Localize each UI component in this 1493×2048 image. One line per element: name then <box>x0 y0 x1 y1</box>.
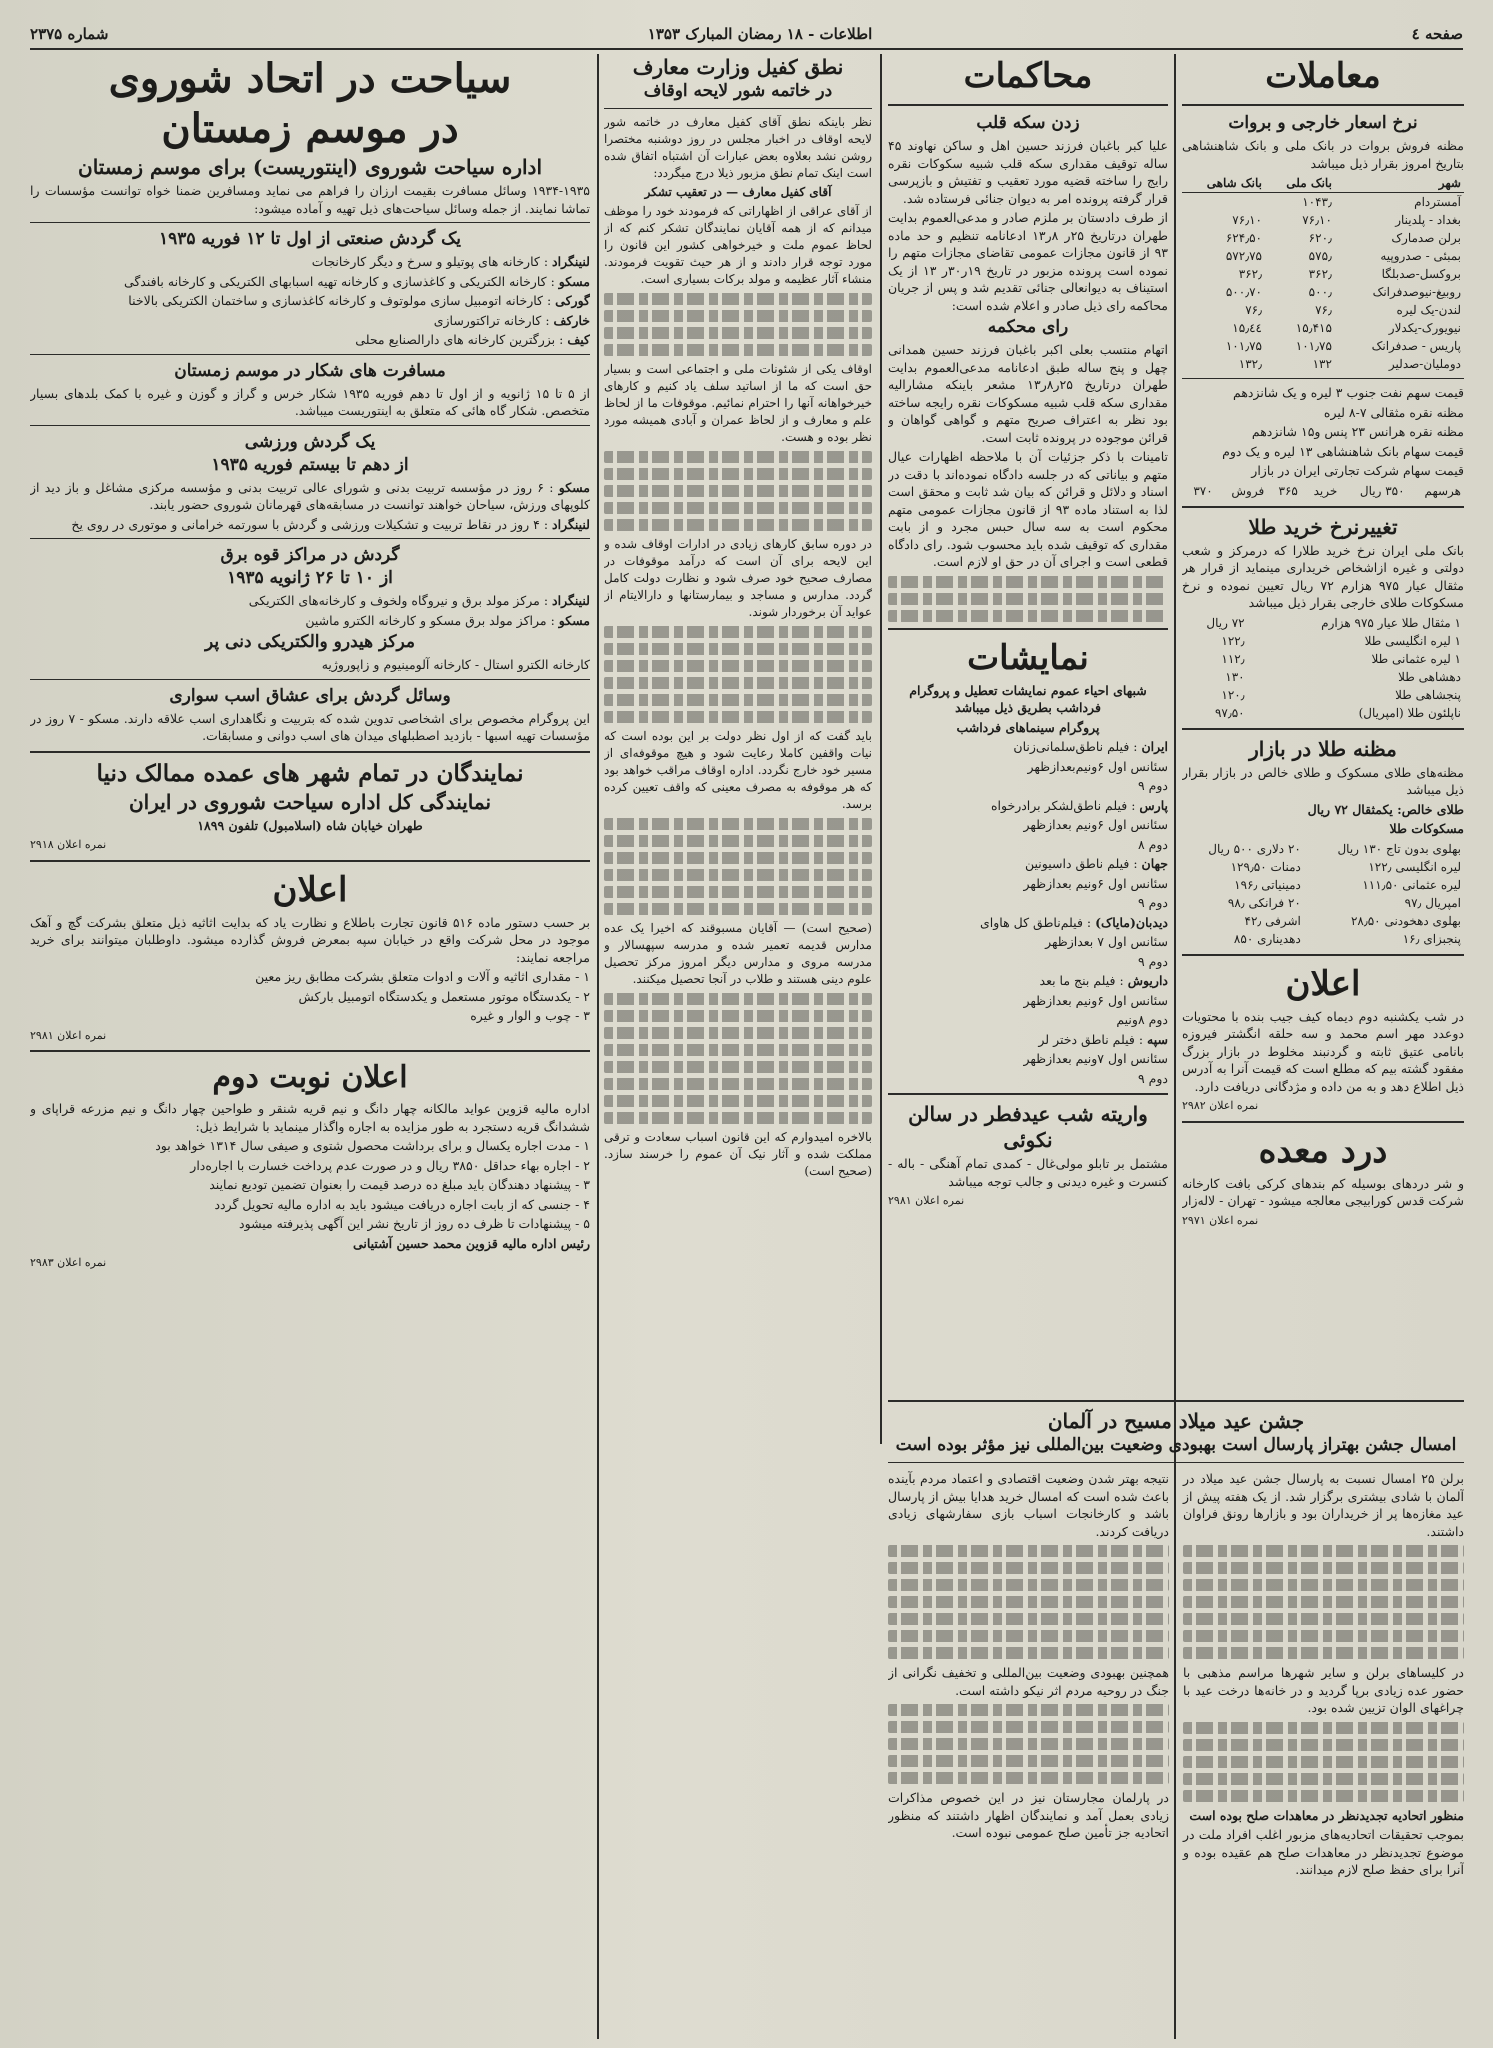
cinema-entry <box>888 797 1168 854</box>
market-cell: لیره عثمانی ۱۱۱٫۵۰ <box>1362 877 1461 892</box>
fx-row <box>1182 265 1464 283</box>
fx-intro: مظنه فروش بروات در بانک ملی و بانک شاهنشاهی بتاریخ امروز بقرار ذیل میباشد <box>1182 138 1464 171</box>
cinema-line: سپه : فیلم ناطق دختر لر <box>1038 1031 1168 1047</box>
fx-cell: ۱۵٫٤٤ <box>1232 321 1262 335</box>
trip-text: این پروگرام مخصوص برای اشخاصی تدوین شده که بتربیت و نگاهداری اسب علاقه دارند. مسکو - ۷ روز در مؤسسات تهیه اسبها - بازدید اصطبلهای میدان های اسب دوانی و مسابقات. <box>30 710 590 743</box>
cinema-show: سئانس اول ۷ بعدازظهر <box>1045 934 1168 949</box>
auction-item: ۳ - پیشنهاد دهندگان باید مبلغ ده درصد قیمت را بعنوان تضمین تودیع نمایند <box>209 1177 590 1192</box>
trip-desc: کارخانه های پوتیلو و سرخ و دیگر کارخانجات <box>311 254 540 269</box>
trip-desc: مراکز مولد برق مسکو و کارخانه الکترو ماشین <box>305 612 547 628</box>
fx-row <box>1182 283 1464 301</box>
fx-row <box>1182 301 1464 319</box>
cinema-entry <box>888 855 1168 912</box>
gold-cell: ۱۳۰ <box>1225 669 1245 684</box>
trip-title: وسائل گردش برای عشاق اسب سواری <box>169 685 451 706</box>
fx-row <box>1182 355 1464 373</box>
cinema-entry <box>888 738 1168 795</box>
market-intro: مظنه‌های طلای مسکوک و طلای خالص در بازار بقرار ذیل میباشد <box>1182 764 1464 797</box>
market-row <box>1182 894 1464 912</box>
cinema-entry <box>888 972 1168 1029</box>
market-cell: پنجبزای ۱۶٫ <box>1402 931 1461 946</box>
cinema-film: فیلم بنج ما بعد <box>1039 973 1116 988</box>
article-paragraph: همچنین بهبودی وضعیت بین‌المللی و تخفیف نگرانی از جنگ در روحیه مردم اثر نیکو داشته است. <box>888 1665 1169 1698</box>
gold-cell: ۱۲۰٫ <box>1221 687 1245 702</box>
fx-cell: ۵۷۵٫ <box>1308 249 1332 263</box>
gold-row <box>1182 650 1464 668</box>
trip-text: از ۵ تا ۱۵ ژانویه و از اول تا دهم فوریه ۱۹۳۵ شکار خرس و گراز و گوزن و غیره با کمک بلدهای بسیار متخصص. شکار گاه هائی که متعلق به اینتوریست میباشد. <box>30 385 590 418</box>
cinema-name: جهان <box>1141 856 1168 871</box>
market-cell: بهلوی دهخودنی ۲۸٫۵۰ <box>1350 913 1461 928</box>
shares-cell: خرید <box>1313 483 1338 498</box>
cinema-show: سئانس اول ۶ونیم بعدازظهر <box>1023 875 1168 891</box>
section-title: محاکمات <box>963 56 1093 96</box>
market-row <box>1182 930 1464 948</box>
auction-number: نمره اعلان ۲۹۸۳ <box>30 1256 107 1269</box>
elan-item: ۳ - چوب و الوار و غیره <box>470 1008 590 1023</box>
trip-text: کارخانه الکترو استال - کارخانه آلومینیوم و زاپوروژیه <box>321 657 590 672</box>
market-cell: امپریال ۹۷٫ <box>1404 895 1461 910</box>
fx-row <box>1182 193 1464 212</box>
cinema-line: ایران : فیلم ناطق‌سلمانی‌زنان <box>1013 739 1168 754</box>
trip-item: کیف : بزرگترین کارخانه های دارالصنایع محلی <box>355 332 590 347</box>
elan-number: نمره اعلان ۲۹۸۲ <box>1182 1099 1259 1112</box>
cinema-show: سئانس اول ۷ونیم بعدازظهر <box>1023 1051 1168 1066</box>
speech-paragraph: اوقاف یکی از شئونات ملی و اجتماعی است و بسیار حق است که ما از اساتید سلف یاد کنیم و کارهای خیرخواهانه آنها را احترام نمائیم. موقوفات ما از لحاظ علم و معارف و از لحاظ عمران و آبادی همیشه مورد نظر بوده و هست. <box>604 362 872 444</box>
market-cell: بهلوی بدون تاج ۱۳۰ ریال <box>1337 841 1461 856</box>
section-title: معاملات <box>1265 56 1381 96</box>
trip-desc: مرکز مولد برق و نیروگاه ولخوف و کارخانه‌های الکتریکی <box>248 593 540 608</box>
masthead <box>30 20 1463 50</box>
cinema-entry <box>888 1031 1168 1088</box>
speech-paragraph: بالاخره امیدوارم که این قانون اسباب سعادت و ترقی مملکت شده و آثار نیک آن عموم را خرسند سازد. (صحیح است) <box>604 1130 872 1178</box>
page-number: صفحه ٤ <box>1411 25 1463 43</box>
fx-cell: ۶۲۰٫ <box>1308 231 1332 245</box>
cinema-name: دیدبان(مایاک) <box>1095 914 1168 930</box>
market-table <box>1182 840 1464 948</box>
article-paragraph: نتیجه بهتر شدن وضعیت اقتصادی و اعتماد مردم بآینده باعث شده است که امسال خرید هدایا بیش از پارسال باشد و کارخانجات اسباب بازی سفارشهای زیادی دریافت کردند. <box>888 1471 1169 1539</box>
gold-title: تغییرنرخ خرید طلا <box>1248 514 1398 539</box>
column-speech <box>604 54 872 2039</box>
speech-paragraph: باید گفت که از اول نظر دولت بر این بوده است که نیات واقفین کاملا رعایت شود و هیچ موقوفه‌ای از مسیر خود خارج نگردد. اداره اوقاف مراقب خواهد بود که هر موقوفه به مصرف معینی که واقف تعیین کرده برسد. <box>604 729 872 811</box>
exhibit-subtitle2: پروگرام سینماهای فرداشب <box>956 719 1100 735</box>
general-rep-title: نمایندگی کل اداره سیاحت شوروی در ایران <box>128 789 492 814</box>
fx-row <box>1182 211 1464 229</box>
fx-cell <box>1182 193 1265 212</box>
gold-cell: ۱ لیره عثمانی طلا <box>1371 651 1461 666</box>
gold-table <box>1182 614 1464 722</box>
trip-item: مسکو : مراکز مولد برق مسکو و کارخانه الکترو ماشین <box>305 612 590 628</box>
gold-cell: ۱۱۲٫ <box>1221 651 1245 666</box>
fx-cell: دوملیان-صدلیر <box>1388 357 1461 371</box>
cinema-film: فیلم ناطق داسیونین <box>1025 856 1130 871</box>
cinema-line: پارس : فیلم ناطق‌لشکر برادرخواه <box>991 797 1168 813</box>
cinema-name: سپه <box>1147 1031 1168 1047</box>
elan-number: نمره اعلان ۲۹۸۱ <box>30 1028 107 1042</box>
gold-cell: دهشاهی طلا <box>1398 669 1461 684</box>
fx-table <box>1182 174 1464 373</box>
trip-city: لنینگراد <box>552 593 590 608</box>
fx-cell: پاریس - صدفرانک <box>1371 339 1461 353</box>
elan-title: اعلان <box>1285 963 1361 1004</box>
fx-cell: ۳۶۲٫ <box>1308 267 1332 281</box>
elan-text: بر حسب دستور ماده ۵۱۶ قانون تجارت باطلاع و نظارت یاد که بدایت اثاثیه ذیل متعلق بشرکت گچ و آهک موجود در محل شرکت واقع در خیابان سپه بمعرض فروش گذارده میشود. داوطلبان میتوانند برای خرید مراجعه نمایند: <box>30 914 590 965</box>
exhibit-title: نمایشات <box>967 637 1089 678</box>
speech-speaker: آقای کفیل معارف — در تعقیب تشکر <box>644 185 832 199</box>
headline-winter: در موسم زمستان <box>161 105 459 152</box>
gold-intro: بانک ملی ایران نرخ خرید طلارا که درمرکز و شعب دولتی و غیره ازاشخاص خریداری مینماید از قرار هر مثقال عیار ۹۷۵ هزارم ۷۲ ریال تعیین نموده و نرخ مسکوکات طلای خارجی بقرار ذیل میباشد <box>1182 542 1464 610</box>
trip-desc: کارخانه الکتریکی و کاغذسازی و کارخانه تهیه اسبابهای الکتریکی و کارخانه بافندگی <box>123 273 547 289</box>
market-row <box>1182 912 1464 930</box>
fx-cell: بروکسل-صدبلگا <box>1381 267 1461 281</box>
fx-cell: ۶۲۴٫۵۰ <box>1225 231 1262 245</box>
fx-note: مظنه نقره مثقالی ۷-۸ لیره <box>1323 404 1464 420</box>
article-paragraph: در پارلمان مجارستان نیز در این خصوص مذاکرات زیادی بعمل آمد و نمایندگان اظهار داشتند که منظور اتحادیه جز تأمین صلح عمومی نبوده است. <box>888 1790 1169 1840</box>
trip-subtitle: از ۱۰ تا ۲۶ ژانویه ۱۹۳۵ <box>227 568 393 588</box>
fx-cell: ۱۰۱٫۷۵ <box>1225 339 1262 353</box>
fx-cell: ۳۶۲٫ <box>1238 267 1262 281</box>
speech-paragraph: از آقای عراقی از اظهاراتی که فرمودند خود را موظف میدانم که از همه آقایان نمایندگان تشکر کنم که از لحاظ عموم ملت و خیرخواهی کشور این قانون را مورد توجه قرار دادند و از هر حیث تقویت فرمودند. منشاء آثار عظیمه و مولد برکات بسیاری است. <box>604 204 872 286</box>
travel-intro: ۱۹۳۴-۱۹۳۵ وسائل مسافرت بقیمت ارزان را فراهم می نماید ومسافرین ضمنا خواه توانست مؤسسات را تماشا نمایند. از جمله وسائل سیاحت‌های ذیل تهیه و آماده میشود: <box>30 183 590 216</box>
article-subhead: منظور اتحادیه تجدیدنظر در معاهدات صلح بوده است <box>1189 1807 1464 1823</box>
auction-item: ۴ - جنسی که از بابت اجاره دریافت میشود باید به اداره مالیه تحویل گردد <box>214 1196 590 1212</box>
dard-text: و شر دردهای بوسیله کم بندهای کرکی بافت کارخانه شرکت قدس کورابیجی معالجه میشود - تهران - لاله‌زار <box>1182 1175 1464 1208</box>
speech-paragraph: نظر باینکه نطق آقای کفیل معارف در خاتمه شور لایحه اوقاف در اخبار مجلس در روز دوشنبه مختصرا روشن نشد بعلاوه بعض عبارات آن اشتباه اتفاق شده است اینک تمام نطق مزبور ذیلا درج میگردد: <box>604 115 872 180</box>
rep-address: طهران خیابان شاه (اسلامبول) تلفون ۱۸۹۹ <box>197 817 423 833</box>
fx-cell: لندن-یک لیره <box>1396 303 1461 317</box>
column-travel <box>30 54 590 2039</box>
trip-city: خارکف <box>553 312 590 328</box>
speech-subtitle: در خاتمه شور لایحه اوقاف <box>643 81 833 101</box>
market-coins-title: مسکوکات طلا <box>1389 821 1464 836</box>
trip-city: لنینگراد <box>552 254 590 269</box>
article-column <box>1183 1468 1464 1881</box>
gold-cell: ۹۷٫۵۰ <box>1214 705 1245 720</box>
trip-title: مسافرت های شکار در موسم زمستان <box>174 360 446 381</box>
fx-cell: آمستردام <box>1414 195 1461 209</box>
market-cell: اشرفی ۴۲٫ <box>1244 913 1301 928</box>
trip-title: گردش در مراکز قوه برق <box>220 545 400 565</box>
cinema-show: سئانس اول ۶ونیم بعدازظهر <box>1023 992 1168 1008</box>
market-title: مظنه طلا در بازار <box>1249 736 1397 761</box>
trip-city: مسکو <box>558 479 590 495</box>
auction-text: اداره مالیه قزوین عواید مالکانه چهار دانگ و نیم قریه شنقر و طواحین چهار دانگ و نیم مزرعه قراپای و ششدانگ قریه دستجرد به طور مزایده به اجاره واگذار مینماید با شرایط ذیل: <box>30 1101 590 1134</box>
fx-title: نرخ اسعار خارجی و بروات <box>1228 113 1418 133</box>
fx-cell: بغداد - پلدینار <box>1395 213 1461 227</box>
speech-title: نطق کفیل وزارت معارف <box>632 55 844 79</box>
fx-note: مظنه نقره هرانس ۲۳ پنس و۱۵ شانزدهم <box>1251 424 1464 439</box>
trip-item: گورکی : کارخانه اتومبیل سازی مولوتوف و کارخانه کاغذسازی و ساختمان الکتریکی بالاخنا <box>128 293 590 308</box>
fx-row <box>1182 247 1464 265</box>
trip-city: گورکی <box>555 293 590 308</box>
market-cell: ۲۰ فرانکی ۹۸٫ <box>1227 895 1301 910</box>
column-trials <box>888 54 1168 1354</box>
trip-desc: بزرگترین کارخانه های دارالصنایع محلی <box>355 332 556 347</box>
trip-city: کیف <box>567 332 590 347</box>
column-rule <box>597 54 599 2039</box>
verdict-paragraph: اتهام منتسب بعلی اکبر باغبان فرزند حسین همدانی چهل و پنج ساله طبق ادعانامه مدعی‌العموم بدایت طهران درتاریخ ۲۵ر۸ر۱۳ مشعر باینکه مشارالیه مقداری سکه قلب شبیه مسکوکات نقره رایجه ساخته بود نظر به اعتراف صریح متهم و گواهی گواهان و قرائن موجوده در پرونده ثابت است. <box>888 342 1168 445</box>
gold-cell: ۷۲ ریال <box>1206 615 1245 630</box>
elan-item: ۲ - یکدستگاه موتور مستعمل و یکدستگاه اتومبیل بارکش <box>298 988 590 1004</box>
case-title: زدن سکه قلب <box>976 113 1080 133</box>
fx-cell: ۷۶٫۱۰ <box>1232 213 1262 227</box>
elan-text: در شب یکشنبه دوم دیماه کیف جیب بنده با محتویات دوعدد مهر اسم محمد و سه حلقه انگشتر فیروزه بانامی عتیق ثابته و گردنبند مخلوط در بازار بزرگ مفقود گشته بیم که مطلع است که قیمت آنرا به آدرس ذیل اطلاع دهد و به من داده و مژدگانی دریافت دارد. <box>1182 1008 1464 1094</box>
cinema-show: دوم ۹ <box>1137 778 1168 793</box>
elan-item: ۱ - مقداری اثاثیه و آلات و ادوات متعلق بشرکت مطابق ریز معین <box>255 969 590 984</box>
dard-title: درد معده <box>1258 1130 1388 1171</box>
verdict-paragraph: تامینات با ذکر جزئیات آن با ملاحظه اظهارات عیال متهم و بیاناتی که در جلسه دادگاه نموده‌اند با دقت در اسناد و دلائل و قرائن که بیان شد ثابت و محقق است لذا به استناد ماده ۹۳ از قانون مجازات عمومی متهم محکوم است به سه سال حبس مجرد و از بابت مقداری که توقیف شده باید محسوب شود. رای دادگاه قطعی است و اجرای آن در حق او لازم است. <box>888 449 1168 569</box>
speech-paragraph: (صحیح است) — آقایان مسبوقند که اخیرا یک عده مدارس قدیمه تعمیر شده و مدرسه سپهسالار و مدرسه مروی و مدارس دیگر امروز مرکز تحصیل علوم دینی هستند و طلاب در آنجا تحصیل میکنند. <box>604 921 872 986</box>
article-column <box>888 1468 1169 1881</box>
reps-title: نمایندگان در تمام شهر های عمده ممالک دنیا <box>96 759 524 787</box>
cinema-line: دیدبان(مایاک) : فیلم‌ناطق کل هاوای <box>980 914 1168 930</box>
trip-item: مسکو : کارخانه الکتریکی و کاغذسازی و کارخانه تهیه اسبابهای الکتریکی و کارخانه بافندگی <box>123 273 590 289</box>
fx-header: شهر <box>1335 174 1464 193</box>
trip-item: لنینگراد : ۴ روز در نقاط تربیت و تشکیلات ورزشی و گردش با سورتمه خرامانی و موتوری در روی یخ <box>71 516 590 532</box>
cinema-show: سئانس اول ۶ونیم بعدازظهر <box>1023 817 1168 832</box>
verdict-title: رای محکمه <box>987 317 1069 337</box>
fx-cell: ۷۶٫ <box>1315 303 1332 317</box>
dard-number: نمره اعلان ۲۹۷۱ <box>1182 1213 1259 1227</box>
gold-row <box>1182 614 1464 632</box>
fx-header: بانک ملی <box>1265 174 1335 193</box>
cinema-list <box>888 738 1168 1087</box>
fx-cell: ۷۶٫۱۰ <box>1302 213 1332 227</box>
cinema-name: ایران <box>1141 739 1168 754</box>
trip-item: لنینگراد : مرکز مولد برق و نیروگاه ولخوف و کارخانه‌های الکتریکی <box>248 593 590 608</box>
auction-item: ۵ - پیشنهادات تا ظرف ده روز از تاریخ نشر این آگهی پذیرفته میشود <box>239 1216 590 1231</box>
gold-cell: ۱ لیره انگلیسی طلا <box>1364 633 1461 648</box>
trip-title: یک گردش صنعتی از اول تا ۱۲ فوریه ۱۹۳۵ <box>158 229 462 249</box>
shares-cell: فروش <box>1231 483 1265 498</box>
trip-city: لنینگراد <box>552 516 590 532</box>
market-cell: دمنات ۱۲۹٫۵۰ <box>1230 859 1301 874</box>
gold-row <box>1182 704 1464 722</box>
headline-travel: سیاحت در اتحاد شوروی <box>108 55 512 102</box>
market-cell: ۲۰ دلاری ۵۰۰ ریال <box>1208 841 1301 856</box>
auction-item: ۲ - اجاره بهاء حداقل ۳۸۵۰ ریال و در صورت عدم پرداخت خسارت با اجاره‌دار <box>190 1157 590 1173</box>
trip-title: یک گردش ورزشی <box>244 431 376 452</box>
gold-cell: ۱۲۲٫ <box>1221 633 1245 648</box>
fx-cell: برلن صدمارک <box>1391 231 1461 245</box>
fx-note: قیمت سهم نفت جنوب ۳ لیره و یک شانزدهم <box>1233 385 1464 400</box>
cinema-line: داریوش : فیلم بنج ما بعد <box>1039 973 1168 988</box>
fx-cell: ۱۵٫۴۱۵ <box>1295 321 1332 335</box>
fx-cell: ۵۰۰٫ <box>1308 285 1332 299</box>
market-cell: دهدیناری ۸۵۰ <box>1233 931 1301 946</box>
trip-item: مسکو : ۶ روز در مؤسسه تربیت بدنی و شورای عالی تربیت بدنی و مؤسسه مرکزی مشاغل و باز دید از کلوپهای ورزش، سیاحان خواهند توانست در مسابقه‌های قهرمانان شوروی حضور یابند. <box>30 479 590 512</box>
cinema-name: داریوش <box>1127 973 1168 988</box>
column-transactions <box>1182 54 1464 1364</box>
case-paragraph: از طرف دادستان بر ملزم صادر و مدعی‌العموم بدایت طهران درتاریخ ۲۵ر ۸ر۱۳ ادعانامه تنظیم و حد ماده ۹۳ از قانون مجازات عمومی تقاضای مجازات متهم را نموده است پرونده مزبور در تاریخ ۱۹ر۳۰ر ۱۳ از یک استیناف به دیوانعالی جنائی تقدیم شد و پس از جریان محاکمه رای ذیل صادر و اعلام شده است: <box>888 210 1168 313</box>
elan-title: اعلان <box>272 869 348 910</box>
market-cell: دمینیاتی ۱۹۶٫ <box>1234 877 1301 892</box>
cinema-name: پارس <box>1139 797 1168 813</box>
fx-cell: ۱۰۴۳٫ <box>1302 195 1332 209</box>
fx-note: قیمت سهام شرکت تجارتی ایران در بازار <box>1251 463 1464 478</box>
article-paragraph: بموجب تحقیقات اتحادیه‌های مزبور اغلب افراد ملت در موضوع تجدیدنظر در معاهدات صلح هم عقیده بوده و آنرا برای حفظ صلح لازم میدانند. <box>1183 1827 1464 1877</box>
cinema-show: دوم ۹ <box>1137 895 1168 910</box>
gold-cell: ناپلئون طلا (امپریال) <box>1358 705 1461 720</box>
exhibit-subtitle: شبهای احیاء عموم نمایشات تعطیل و پروگرام فرداشب بطریق ذیل میباشد <box>909 682 1147 715</box>
cinema-line: جهان : فیلم ناطق داسیونین <box>1025 856 1168 871</box>
gold-cell: پنجشاهی طلا <box>1395 687 1461 702</box>
shares-table <box>1182 482 1464 500</box>
market-pure: طلای خالص: یکمثقال ۷۲ ریال <box>1307 801 1464 817</box>
variety-title: واریته شب عیدفطر در سالن نکوئی <box>908 1102 1148 1152</box>
article-headline: جشن عید میلاد مسیح در آلمان <box>1047 1409 1305 1433</box>
trip-desc: ۶ روز در مؤسسه تربیت بدنی و شورای عالی تربیت بدنی و مؤسسه مرکزی مشاغل و باز دید از کلوپهای ورزش، سیاحان خواهند توانست در مسابقه‌های قهرمانان شوروی حضور یابند. <box>30 479 590 512</box>
trip-title: مرکز هیدرو والکتریکی دنی پر <box>205 632 415 652</box>
variety-text: مشتمل بر تابلو مولی‌غال - کمدی تمام آهنگی - باله - کنسرت و غیره دیدنی و جالب توجه میباشد <box>888 1156 1168 1189</box>
cinema-film: فیلم ناطق‌لشکر برادرخواه <box>991 797 1128 813</box>
article-christmas <box>888 1400 1464 2040</box>
issue-number: شماره ۲۳۷۵ <box>30 25 109 43</box>
trip-desc: کارخانه تراکتورسازی <box>433 312 542 328</box>
fx-cell: بمبئی - صدروپیه <box>1380 249 1461 263</box>
market-row <box>1182 840 1464 858</box>
article-paragraph: در کلیساهای برلن و سایر شهرها مراسم مذهبی با حضور عده زیادی برپا گردید و در خانه‌ها درخت عید با چراغهای الوان تزیین شده بود. <box>1183 1665 1464 1715</box>
trip-subtitle: از دهم تا بیستم فوریه ۱۹۳۵ <box>211 454 409 475</box>
fx-row <box>1182 337 1464 355</box>
cinema-show: دوم ۹ <box>1137 1070 1168 1086</box>
cinema-show: دوم ۸ونیم <box>1116 1012 1168 1027</box>
fx-header: بانک شاهی <box>1182 174 1265 193</box>
fx-row <box>1182 319 1464 337</box>
cinema-show: سئانس اول ۶ونیم‌بعدازظهر <box>1027 758 1168 774</box>
trip-desc: ۴ روز در نقاط تربیت و تشکیلات ورزشی و گردش با سورتمه خرامانی و موتوری در روی یخ <box>71 516 540 532</box>
masthead-date: اطلاعات - ۱۸ رمضان المبارک ۱۳۵۳ <box>647 25 873 43</box>
fx-cell: ۱۳۲ <box>1312 357 1332 371</box>
fx-cell: ۵۷۲٫۷۵ <box>1225 249 1262 263</box>
fx-cell: روبیغ-نیوصدفرانک <box>1372 285 1461 299</box>
shares-cell: ۳۶۵ <box>1278 483 1298 498</box>
market-cell: لیره انگلیسی ۱۲۲٫ <box>1368 859 1461 874</box>
gold-row <box>1182 668 1464 686</box>
variety-number: نمره اعلان ۲۹۸۱ <box>888 1194 965 1207</box>
market-row <box>1182 858 1464 876</box>
trip-item: لنینگراد : کارخانه های پوتیلو و سرخ و دیگر کارخانجات <box>311 254 590 269</box>
fx-cell: ۷۶٫ <box>1245 303 1262 317</box>
case-paragraph: علیا کبر باغبان فرزند حسین اهل و ساکن نهاوند ۴۵ ساله توقیف مقداری سکه قلب شبیه سکوکات نقره رایج را ساخته قضیه مورد تعقیب و تفتیش و بازپرسی قرار گرفته پرونده امر به دیوان جنائی فرستاده شد. <box>888 138 1168 206</box>
fx-cell: ۱۳۲٫ <box>1238 357 1262 371</box>
fx-cell: نیویورک-یکدلار <box>1388 321 1461 335</box>
cinema-entry <box>888 914 1168 971</box>
auction-footer: رئیس اداره مالیه قزوین محمد حسین آشتیانی <box>352 1235 590 1251</box>
shares-cell: ۳۷۰ <box>1193 483 1213 498</box>
auction-title: اعلان نوبت دوم <box>212 1060 408 1095</box>
fx-cell: ۵۰۰٫۷۰ <box>1225 285 1262 299</box>
cinema-film: فیلم‌ناطق کل هاوای <box>980 914 1083 930</box>
trip-city: مسکو <box>558 612 590 628</box>
gold-cell: ۱ مثقال طلا عیار ۹۷۵ هزارم <box>1321 615 1461 630</box>
cinema-film: فیلم ناطق‌سلمانی‌زنان <box>1013 739 1130 754</box>
cinema-show: دوم ۸ <box>1137 836 1168 852</box>
speech-paragraph: در دوره سابق کارهای زیادی در ادارات اوقاف شده و این لایحه برای آن است که درآمد موقوفات در مصارف صحیح خود صرف شود و نظارت دولت کامل گردد. مدارس و مساجد و بیمارستانها و دارالایتام از عواید آن برخوردار شوند. <box>604 537 872 619</box>
fx-row <box>1182 229 1464 247</box>
fx-note: قیمت سهام بانک شاهنشاهی ۱۳ لیره و یک دوم <box>1222 443 1464 459</box>
shares-cell: ۳۵۰ ریال <box>1359 483 1405 498</box>
column-rule <box>880 54 882 1444</box>
article-paragraph: برلن ۲۵ امسال نسبت به پارسال جشن عید میلاد در آلمان با شادی بیشتری برگزار شد. از یک هفته پیش از عید مغازه‌ها پر از خریداران بود و بازارها رونق فراوان داشتند. <box>1183 1471 1464 1539</box>
trip-desc: کارخانه اتومبیل سازی مولوتوف و کارخانه کاغذسازی و ساختمان الکتریکی بالاخنا <box>128 293 543 308</box>
fx-cell: ۱۰۱٫۷۵ <box>1295 339 1332 353</box>
shares-cell: هرسهم <box>1424 483 1461 498</box>
article-subheadline: امسال جشن بهتراز پارسال است بهبودی وضعیت بین‌المللی نیز مؤثر بوده است <box>895 1435 1457 1455</box>
auction-item: ۱ - مدت اجاره یکسال و برای برداشت محصول شتوی و صیفی سال ۱۳۱۴ خواهد بود <box>155 1138 590 1153</box>
cinema-show: دوم ۹ <box>1137 953 1168 969</box>
headline-intourist: اداره سیاحت شوروی (اینتوریست) برای موسم زمستان <box>78 155 542 179</box>
cinema-film: فیلم ناطق دختر لر <box>1038 1031 1135 1047</box>
gold-row <box>1182 632 1464 650</box>
gold-row <box>1182 686 1464 704</box>
ad-number: نمره اعلان ۲۹۱۸ <box>30 838 107 851</box>
trip-item: خارکف : کارخانه تراکتورسازی <box>433 312 590 328</box>
market-row <box>1182 876 1464 894</box>
trip-city: مسکو <box>558 273 590 289</box>
